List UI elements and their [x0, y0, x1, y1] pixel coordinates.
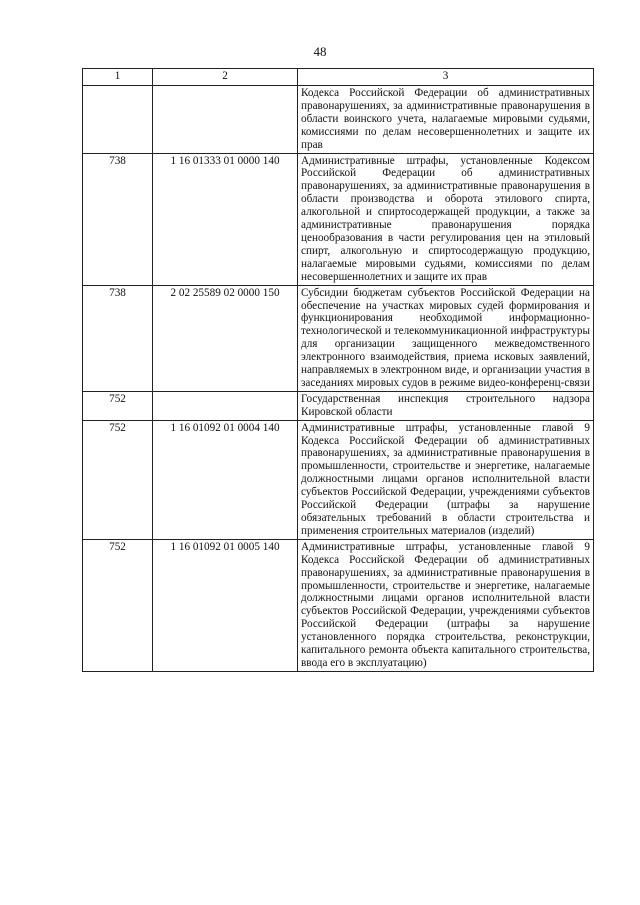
- table-row: [83, 539, 594, 671]
- budget-code-cell: [153, 391, 298, 420]
- description-cell: Административные штрафы, установленные главой 9 Кодекса Российской Федерации об административных правонарушениях, за административные правонарушения в промышленности, строительстве и энергетике, налагаемые должностными лицами органов исполнительной власти субъектов Российской Федерации, учреждениями субъектов Российской Федерации (штрафы за нарушение обязательных требований в области строительства и применения строительных материалов (изделий): [298, 420, 594, 539]
- header-col-3: 3: [298, 69, 594, 86]
- budget-codes-table: [82, 68, 594, 672]
- admin-code-cell: 738: [83, 153, 153, 285]
- description-cell: Субсидии бюджетам субъектов Российской Федерации на обеспечение на участках мировых судей формирования и функционирования необходимой информационно-технологической и телекоммуникационной инфраструктуры для организации защищенного межведомственного электронного взаимодействия, приема исковых заявлений, направляемых в электронном виде, и организации участия в заседаниях мировых судов в режиме видео-конференц-связи: [298, 285, 594, 391]
- table-row: [83, 153, 594, 285]
- table-row: [83, 86, 594, 154]
- header-col-1: 1: [83, 69, 153, 86]
- description-cell: Государственная инспекция строительного надзора Кировской области: [298, 391, 594, 420]
- table-row: [83, 285, 594, 391]
- page-number: 48: [313, 44, 327, 59]
- admin-code-cell: 738: [83, 285, 153, 391]
- budget-code-cell: 1 16 01092 01 0005 140: [153, 539, 298, 671]
- budget-code-cell: 1 16 01333 01 0000 140: [153, 153, 298, 285]
- budget-code-cell: 1 16 01092 01 0004 140: [153, 420, 298, 539]
- table-row: [83, 391, 594, 420]
- budget-code-cell: [153, 86, 298, 154]
- description-cell: Административные штрафы, установленные главой 9 Кодекса Российской Федерации об административных правонарушениях, за административные правонарушения в промышленности, строительстве и энергетике, налагаемые должностными лицами органов исполнительной власти субъектов Российской Федерации, учреждениями субъектов Российской Федерации (штрафы за нарушение установленного порядка строительства, реконструкции, капитального ремонта объекта капитального строительства, ввода его в эксплуатацию): [298, 539, 594, 671]
- admin-code-cell: 752: [83, 539, 153, 671]
- header-col-2: 2: [153, 69, 298, 86]
- admin-code-cell: [83, 86, 153, 154]
- admin-code-cell: 752: [83, 391, 153, 420]
- description-cell: Кодекса Российской Федерации об административных правонарушениях, за административные правонарушения в области воинского учета, налагаемые мировыми судьями, комиссиями по делам несовершеннолетних и защите их прав: [298, 86, 594, 154]
- table-row: [83, 420, 594, 539]
- admin-code-cell: 752: [83, 420, 153, 539]
- description-cell: Административные штрафы, установленные Кодексом Российской Федерации об административных правонарушениях, за административные правонарушения в области производства и оборота этилового спирта, алкогольной и спиртосодержащей продукции, а также за административные правонарушения порядка ценообразования в части регулирования цен на этиловый спирт, алкогольную и спиртосодержащую продукцию, налагаемые мировыми судьями, комиссиями по делам несовершеннолетних и защите их прав: [298, 153, 594, 285]
- budget-code-cell: 2 02 25589 02 0000 150: [153, 285, 298, 391]
- table-header-row: [83, 69, 594, 86]
